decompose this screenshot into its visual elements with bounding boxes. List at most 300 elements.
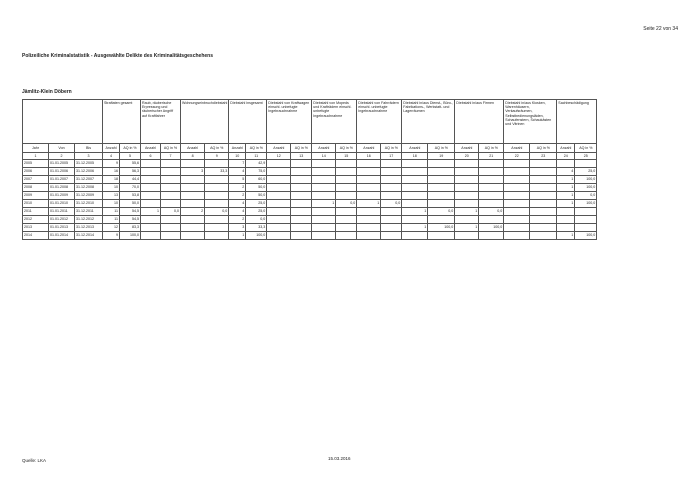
table-cell: 01.01.2013 [49,224,75,232]
table-cell [267,176,291,184]
table-cell [557,208,575,216]
table-cell [205,200,229,208]
table-cell: 44,4 [120,176,141,184]
table-cell [267,160,291,168]
table-cell: 100,0 [120,232,141,240]
table-cell: 33,3 [246,224,267,232]
table-cell [455,176,479,184]
table-cell [267,184,291,192]
column-number: 6 [141,153,161,160]
column-number: 15 [336,153,357,160]
table-cell [312,184,336,192]
table-cell: 16 [103,168,120,176]
table-cell [161,168,181,176]
table-cell: 54,5 [120,216,141,224]
statistics-table [22,99,597,240]
table-cell [428,176,455,184]
table-cell [181,224,205,232]
column-number: 17 [381,153,402,160]
table-cell: 25,0 [246,200,267,208]
column-number: 9 [205,153,229,160]
table-cell [530,216,557,224]
table-cell: 5 [229,176,246,184]
table-cell [312,160,336,168]
table-cell [312,232,336,240]
column-number: 23 [530,153,557,160]
table-cell [181,160,205,168]
column-number: 24 [557,153,575,160]
table-cell [479,168,504,176]
table-cell: 53,8 [120,192,141,200]
sub-header-aq: AQ in % [381,144,402,153]
table-cell [291,216,312,224]
table-cell: 50,0 [120,200,141,208]
sub-header-aq: AQ in % [120,144,141,153]
table-cell [161,200,181,208]
table-cell: 31.12.2010 [75,200,103,208]
header-diebstahl-kioske: Diebstahl in/aus Kiosken, Warenhäusern, Verkaufsräumen, Selbstbedienungsläden, Schaufenstern, Schaukästen und Vitrinen [504,100,557,144]
unit-name: Jämlitz-Klein Döbern [22,89,72,95]
sub-header-anzahl: Anzahl [103,144,120,153]
table-cell: 01.01.2011 [49,208,75,216]
header-blank [23,100,103,144]
table-cell: 4 [229,208,246,216]
table-cell [455,216,479,224]
column-number: 10 [229,153,246,160]
table-cell [381,216,402,224]
table-cell: 01.01.2008 [49,184,75,192]
column-number: 4 [103,153,120,160]
table-cell [428,216,455,224]
table-cell: 2014 [23,232,49,240]
table-cell [336,192,357,200]
table-cell [402,216,428,224]
table-cell [428,160,455,168]
sub-header-anzahl: Anzahl [402,144,428,153]
table-cell [357,176,381,184]
table-cell: 25,0 [246,208,267,216]
table-cell: 60,0 [246,176,267,184]
table-cell [141,168,161,176]
table-cell [141,216,161,224]
table-cell [336,232,357,240]
table-cell: 2008 [23,184,49,192]
sub-header-row [23,144,597,153]
table-cell [455,184,479,192]
table-cell [479,216,504,224]
table-cell [504,224,530,232]
table-cell [530,208,557,216]
table-cell: 4 [229,200,246,208]
table-cell [336,160,357,168]
table-cell [402,176,428,184]
sub-header-anzahl: Anzahl [312,144,336,153]
table-cell: 0,0 [575,192,597,200]
table-cell [291,224,312,232]
column-number: 7 [161,153,181,160]
footer-date: 15.03.2016 [328,456,351,461]
table-cell [267,232,291,240]
table-cell [267,168,291,176]
table-cell: 1 [557,184,575,192]
table-cell [161,224,181,232]
table-cell [161,184,181,192]
table-cell: 56,3 [120,168,141,176]
column-number: 2 [49,153,75,160]
table-row [23,192,597,200]
table-cell: 31.12.2008 [75,184,103,192]
table-cell: 2 [229,184,246,192]
table-cell: 100,0 [575,200,597,208]
table-cell: 70,0 [120,184,141,192]
table-cell [479,200,504,208]
table-cell: 01.01.2010 [49,200,75,208]
table-cell [504,208,530,216]
column-number: 18 [402,153,428,160]
table-cell: 2007 [23,176,49,184]
table-cell [504,232,530,240]
table-cell [504,160,530,168]
table-cell [336,184,357,192]
table-cell [428,232,455,240]
table-cell [291,168,312,176]
table-cell [336,208,357,216]
table-cell: 54,5 [120,208,141,216]
table-row [23,232,597,240]
table-cell [205,192,229,200]
table-cell [530,232,557,240]
table-cell [455,192,479,200]
table-cell [267,216,291,224]
table-cell: 2012 [23,216,49,224]
table-cell: 100,0 [479,224,504,232]
table-cell [141,160,161,168]
column-number: 8 [181,153,205,160]
table-cell [479,176,504,184]
table-cell: 3 [229,224,246,232]
table-cell: 100,0 [575,176,597,184]
table-cell: 10 [103,200,120,208]
table-cell: 31.12.2009 [75,192,103,200]
table-cell [291,192,312,200]
table-cell [336,224,357,232]
table-cell: 100,0 [428,224,455,232]
table-cell [181,184,205,192]
table-cell [357,208,381,216]
table-row [23,216,597,224]
table-cell [336,168,357,176]
table-cell [557,224,575,232]
table-cell: 1 [455,208,479,216]
table-body [23,160,597,240]
table-cell [267,200,291,208]
table-cell: 100,0 [246,232,267,240]
sub-header-anzahl: Anzahl [267,144,291,153]
table-cell [479,192,504,200]
sub-header-von: Von [49,144,75,153]
table-cell [141,192,161,200]
document-title: Polizeiliche Kriminalstatistik - Ausgewählte Delikte des Kriminalitätsgeschehens [22,53,213,59]
table-row [23,176,597,184]
table-cell [381,232,402,240]
table-cell [530,160,557,168]
table-cell [428,192,455,200]
table-cell: 1 [141,208,161,216]
table-cell [381,208,402,216]
sub-header-aq: AQ in % [291,144,312,153]
table-cell [141,176,161,184]
table-cell: 10 [103,184,120,192]
table-cell [141,224,161,232]
table-cell: 50,0 [246,192,267,200]
table-cell [267,208,291,216]
table-cell [530,200,557,208]
table-cell [357,192,381,200]
table-cell: 2010 [23,200,49,208]
header-diebstahl-fahrraeder: Diebstahl von Fahrrädern einschl. unbefugte Ingebrauchnahme [357,100,402,144]
table-cell: 1 [557,192,575,200]
table-cell [428,184,455,192]
table-cell [504,168,530,176]
table-cell [530,168,557,176]
column-number: 19 [428,153,455,160]
table-cell [504,200,530,208]
table-cell [181,176,205,184]
table-cell [357,216,381,224]
table-cell: 3 [181,168,205,176]
table-cell [141,232,161,240]
table-cell: 31.12.2005 [75,160,103,168]
table-cell [504,192,530,200]
table-cell [530,184,557,192]
table-cell [357,160,381,168]
sub-header-anzahl: Anzahl [141,144,161,153]
table-row [23,160,597,168]
table-cell [479,160,504,168]
header-diebstahl-firmen: Diebstahl in/aus Firmen [455,100,504,144]
table-cell: 0,0 [246,216,267,224]
table-cell [312,208,336,216]
table-cell: 50,0 [246,184,267,192]
table-cell [575,208,597,216]
header-straftaten-gesamt: Straftaten gesamt [103,100,141,144]
table-cell: 31.12.2014 [75,232,103,240]
table-cell [357,184,381,192]
footer-source: Quelle: LKA [22,458,47,463]
table-cell: 0,0 [479,208,504,216]
table-cell: 9 [103,160,120,168]
table-cell: 100,0 [575,184,597,192]
table-cell: 1 [557,176,575,184]
table-cell: 25,0 [575,168,597,176]
table-cell [575,216,597,224]
sub-header-aq: AQ in % [530,144,557,153]
sub-header-anzahl: Anzahl [455,144,479,153]
table-cell [312,192,336,200]
table-cell [381,176,402,184]
table-cell [402,184,428,192]
table-cell [336,176,357,184]
table-cell [479,232,504,240]
table-cell: 55,6 [120,160,141,168]
column-number: 14 [312,153,336,160]
table-cell [479,184,504,192]
table-cell [267,192,291,200]
table-cell [181,216,205,224]
column-number: 1 [23,153,49,160]
table-cell [161,232,181,240]
table-cell [181,200,205,208]
sub-header-anzahl: Anzahl [504,144,530,153]
table-cell: 01.01.2012 [49,216,75,224]
sub-header-aq: AQ in % [336,144,357,153]
table-cell [291,232,312,240]
table-cell [402,232,428,240]
table-cell [428,168,455,176]
table-cell [181,232,205,240]
table-cell: 31.12.2012 [75,216,103,224]
sub-header-aq: AQ in % [428,144,455,153]
table-cell: 2 [181,208,205,216]
table-cell: 83,3 [120,224,141,232]
table-cell [205,216,229,224]
table-cell: 2013 [23,224,49,232]
table-cell [205,176,229,184]
table-cell [291,160,312,168]
table-cell: 1 [402,208,428,216]
table-cell: 0,0 [428,208,455,216]
table-row [23,224,597,232]
column-number-row [23,153,597,160]
table-cell [312,216,336,224]
table-cell: 31.12.2007 [75,176,103,184]
sub-header-aq: AQ in % [246,144,267,153]
table-cell: 2 [229,192,246,200]
table-cell [205,184,229,192]
header-sachbeschaedigung: Sachbeschädigung [557,100,597,144]
table-cell [557,216,575,224]
table-cell [381,168,402,176]
table-cell: 0,0 [205,208,229,216]
table-cell: 33,3 [205,168,229,176]
table-cell: 0,0 [336,200,357,208]
table-cell [161,192,181,200]
table-cell: 1 [402,224,428,232]
sub-header-anzahl: Anzahl [357,144,381,153]
table-cell [557,160,575,168]
sub-header-anzahl: Anzahl [229,144,246,153]
sub-header-aq: AQ in % [205,144,229,153]
table-cell: 2 [229,216,246,224]
column-number: 20 [455,153,479,160]
table-cell: 0,0 [381,200,402,208]
page-number: Seite 22 von 34 [643,26,678,32]
sub-header-aq: AQ in % [575,144,597,153]
table-cell [141,184,161,192]
table-cell [428,200,455,208]
table-cell [381,224,402,232]
table-cell [402,168,428,176]
table-cell [504,216,530,224]
table-cell [336,216,357,224]
table-cell [402,192,428,200]
table-cell: 2006 [23,168,49,176]
table-cell: 01.01.2007 [49,176,75,184]
table-cell: 2005 [23,160,49,168]
table-cell [530,192,557,200]
table-cell: 4 [229,168,246,176]
table-cell: 01.01.2014 [49,232,75,240]
table-cell [402,160,428,168]
table-cell [312,224,336,232]
table-cell [381,192,402,200]
table-cell: 2009 [23,192,49,200]
table-cell [455,232,479,240]
table-cell [381,184,402,192]
table-cell [205,160,229,168]
table-cell: 01.01.2006 [49,168,75,176]
table-cell: 01.01.2005 [49,160,75,168]
table-cell [381,160,402,168]
table-cell: 11 [103,216,120,224]
column-number: 13 [291,153,312,160]
table-cell: 31.12.2013 [75,224,103,232]
header-diebstahl-insgesamt: Diebstahl insgesamt [229,100,267,144]
table-cell: 31.12.2011 [75,208,103,216]
table-cell [291,184,312,192]
table-cell: 2011 [23,208,49,216]
column-number: 25 [575,153,597,160]
table-cell [312,176,336,184]
sub-header-aq: AQ in % [479,144,504,153]
table-cell: 31.12.2006 [75,168,103,176]
table-cell [402,200,428,208]
header-diebstahl-kraftwagen: Diebstahl von Kraftwagen einschl. unbefugte Ingebrauchnahme [267,100,312,144]
table-cell: 7 [229,160,246,168]
table-cell [161,160,181,168]
table-cell [455,160,479,168]
table-cell: 100,0 [575,232,597,240]
table-cell [575,224,597,232]
table-cell: 1 [557,232,575,240]
table-cell [181,192,205,200]
sub-header-anzahl: Anzahl [557,144,575,153]
table-cell: 01.01.2009 [49,192,75,200]
column-number: 22 [504,153,530,160]
table-row [23,200,597,208]
table-cell [291,176,312,184]
sub-header-aq: AQ in % [161,144,181,153]
table-cell [291,208,312,216]
table-cell [161,176,181,184]
table-row [23,184,597,192]
column-number: 21 [479,153,504,160]
column-number: 11 [246,153,267,160]
table-cell [455,168,479,176]
table-cell [455,200,479,208]
table-cell: 0,0 [161,208,181,216]
table-cell: 9 [103,232,120,240]
table-cell [504,176,530,184]
column-number: 3 [75,153,103,160]
table-cell [357,224,381,232]
table-cell [357,168,381,176]
table-cell: 1 [455,224,479,232]
table-cell: 1 [557,200,575,208]
table-cell [575,160,597,168]
header-raub: Raub, räuberische Erpressung und räuberischer Angriff auf Kraftfahrer [141,100,181,144]
column-number: 12 [267,153,291,160]
